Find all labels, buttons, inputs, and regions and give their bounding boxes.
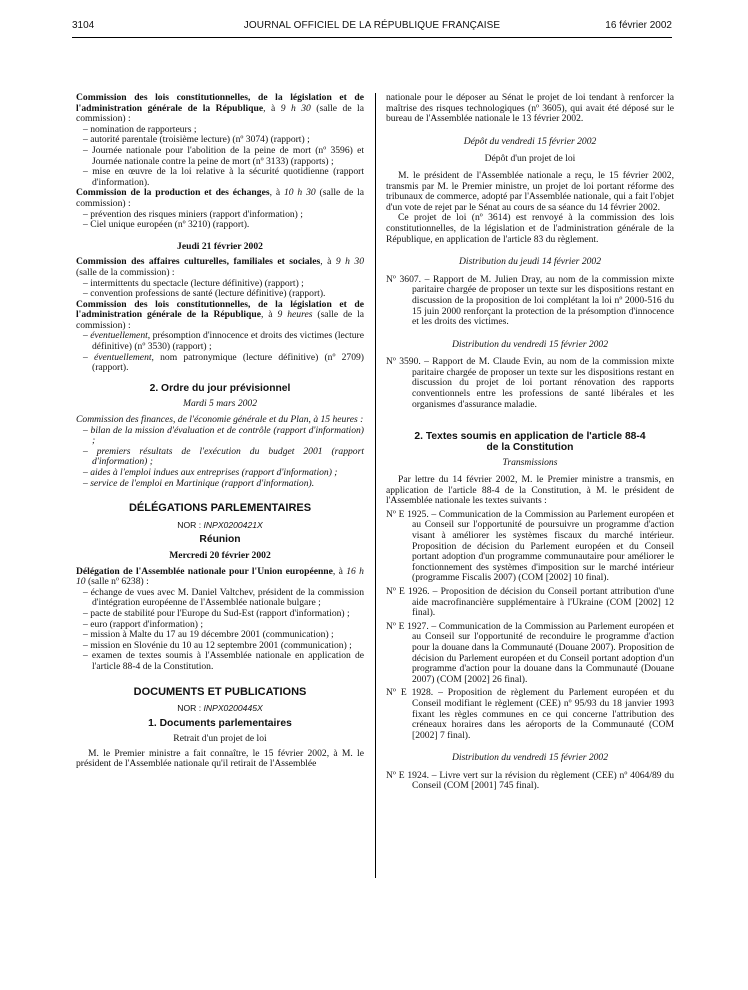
- section-title-delegations: DÉLÉGATIONS PARLEMENTAIRES: [128, 502, 312, 515]
- agenda-item: – échange de vues avec M. Daniel Valtchev, président de la commission d'intégration européenne de l'Assemblée nationale bulgare ;: [83, 586, 364, 609]
- commission-production-heading: Commission de la production et des échanges, à 10 h 30 (salle de la commission) :: [76, 187, 365, 209]
- agenda-item: – prévention des risques miniers (rapport d'information) ;: [83, 208, 303, 220]
- agenda-item: – Ciel unique européen (nº 3210) (rapport).: [83, 219, 250, 231]
- depot-heading: Dépôt du vendredi 15 février 2002: [463, 135, 597, 147]
- commission-lois-heading: Commission des lois constitutionnelles, de la législation et de l'administration générale de la République, à 9 h 30 (salle de la commission) :: [76, 92, 364, 125]
- agenda-item: – mission en Slovénie du 10 au 12 septembre 2001 (communication) ;: [83, 639, 352, 651]
- agenda-item: – bilan de la mission d'évaluation et de contrôle (rapport d'information) ;: [83, 424, 364, 447]
- retrait-heading: Retrait d'un projet de loi: [173, 733, 267, 745]
- header-rule: [72, 37, 672, 38]
- agenda-item: – intermittents du spectacle (lecture définitive) (rapport) ;: [83, 277, 304, 289]
- nor-reference: NOR : INPX0200421X: [177, 519, 263, 530]
- section-title-textes: 2. Textes soumis en application de l'article 88-4: [414, 431, 646, 443]
- reunion-heading: Réunion: [199, 534, 241, 546]
- distribution-item: Nº 3607. – Rapport de M. Julien Dray, au nom de la commission mixte paritaire chargée de proposer un texte sur les dispositions restant en discussion de la proposition de loi complétant la loi nº 2000-516 du 15 juin 2000 renforçant la protection de la présomption d'innocence et les droits des victimes.: [386, 273, 674, 328]
- subsection-title: 1. Documents parlementaires: [148, 717, 292, 729]
- day-heading: Mercredi 20 février 2002: [169, 549, 271, 561]
- transmission-item: Nº E 1926. – Proposition de décision du Conseil portant attribution d'une aide macrofinancière supplémentaire à l'Ukraine (COM [2002] 12 final).: [386, 585, 674, 619]
- agenda-item: – éventuellement, présomption d'innocence et droits des victimes (lecture définitive) (nº 3530) (rapport) ;: [83, 330, 364, 353]
- agenda-item: – pacte de stabilité pour l'Europe du Sud-Est (rapport d'information) ;: [83, 607, 350, 619]
- section-title-textes-line2: de la Constitution: [486, 441, 574, 453]
- retrait-text: M. le Premier ministre a fait connaître, le 15 février 2002, à M. le président de l'Assemblée nationale qu'il retirait de l'Assemblée: [76, 747, 364, 770]
- commission-finances-heading: Commission des finances, de l'économie générale et du Plan, à 15 heures :: [76, 414, 364, 426]
- transmissions-intro: Par lettre du 14 février 2002, M. le Premier ministre a transmis, en application de l'article 88-4 de la Constitution, à M. le président de l'Assemblée nationale les textes suivants :: [386, 474, 674, 507]
- left-column: [76, 93, 364, 770]
- agenda-item: – service de l'emploi en Martinique (rapport d'information).: [83, 477, 315, 489]
- distribution-item: Nº 3590. – Rapport de M. Claude Evin, au nom de la commission mixte paritaire chargée de proposer un texte sur les dispositions restant en discussion du projet de loi portant rénovation des rapports conventionnels entre les professions de santé libérales et les organismes d'assurance maladie.: [386, 356, 674, 410]
- agenda-item: – autorité parentale (troisième lecture) (nº 3074) (rapport) ;: [83, 134, 310, 146]
- agenda-item: – examen de textes soumis à l'Assemblée nationale en application de l'article 88-4 de la Constitution.: [83, 650, 364, 672]
- agenda-item: – éventuellement, nom patronymique (lecture définitive) (nº 2709) (rapport).: [83, 351, 365, 374]
- agenda-item: – mission à Malte du 17 au 19 décembre 2001 (communication) ;: [83, 629, 334, 641]
- transmission-item: Nº E 1925. – Communication de la Commission au Parlement européen et au Conseil sur l'opportunité de poursuivre un programme d'action visant à améliorer les systèmes fiscaux du marché intérieur. Proposition de décision du Parlement européen et du Conseil portant adoption d'un programme communautaire pour améliorer le fonctionnement des systèmes d'imposition sur le marché intérieur (programme Fiscalis 2007) (COM [2002] 10 final).: [386, 508, 674, 584]
- commission-lois-heading-2: Commission des lois constitutionnelles, de la législation et de l'administration générale de la République, à 9 heures (salle de la commission) :: [76, 298, 364, 331]
- agenda-item: – convention professions de santé (lecture définitive) (rapport).: [83, 288, 326, 300]
- depot-subheading: Dépôt d'un projet de loi: [484, 153, 576, 165]
- section-title-documents: DOCUMENTS ET PUBLICATIONS: [133, 685, 307, 698]
- distribution-heading: Distribution du vendredi 15 février 2002: [451, 338, 609, 350]
- section-title-ordre-du-jour: 2. Ordre du jour prévisionnel: [149, 382, 291, 394]
- agenda-item: – mise en œuvre de la loi relative à la sécurité quotidienne (rapport d'information).: [83, 166, 364, 188]
- page-header: [72, 21, 672, 35]
- distribution-heading: Distribution du jeudi 14 février 2002: [458, 256, 602, 268]
- day-heading: Mardi 5 mars 2002: [183, 398, 257, 410]
- nor-reference: NOR : INPX0200445X: [177, 703, 263, 714]
- page-number: 3104: [72, 20, 95, 31]
- depot-paragraph: Ce projet de loi (nº 3614) est renvoyé à la commission des lois constitutionnelles, de la législation et de l'administration générale de la République, en application de l'article 83 du règlement.: [386, 212, 674, 245]
- distribution-heading: Distribution du vendredi 15 février 2002: [451, 752, 609, 764]
- depot-paragraph: M. le président de l'Assemblée nationale a reçu, le 15 février 2002, transmis par M. le Premier ministre, un projet de loi portant réforme des tribunaux de commerce, adopté par l'Assemblée nationale, qui a fait l'objet d'un vote de rejet par le Sénat au cours de sa séance du 14 février 2002.: [386, 169, 674, 213]
- delegation-heading: Délégation de l'Assemblée nationale pour l'Union européenne, à 16 h 10 (salle nº 6238) :: [76, 565, 364, 588]
- agenda-item: – euro (rapport d'information) ;: [83, 618, 204, 630]
- day-heading: Jeudi 21 février 2002: [177, 240, 263, 252]
- journal-title: JOURNAL OFFICIEL DE LA RÉPUBLIQUE FRANÇAISE: [243, 20, 501, 31]
- transmission-item: Nº E 1928. – Proposition de règlement du Parlement européen et du Conseil modifiant le règlement (CEE) nº 95/93 du 18 janvier 1993 fixant les règles communes en ce qui concerne l'attribution des créneaux horaires dans les aéroports de la Communauté (COM [2002] 7 final).: [386, 687, 674, 741]
- agenda-item: – Journée nationale pour l'abolition de la peine de mort (nº 3596) et Journée nationale contre la peine de mort (nº 3133) (rapports) ;: [83, 144, 364, 167]
- commission-culture-heading: Commission des affaires culturelles, familiales et sociales, à 9 h 30 (salle de la commission) :: [76, 256, 364, 278]
- right-column: [386, 93, 674, 792]
- distribution-item: Nº E 1924. – Livre vert sur la révision du règlement (CEE) nº 4064/89 du Conseil (COM [2001] 745 final).: [386, 769, 674, 792]
- transmission-item: Nº E 1927. – Communication de la Commission au Parlement européen et au Conseil sur l'opportunité de reconduire le programme d'action pour la douane dans la Communauté (Douane 2007). Proposition de décision du Parlement européen et du Conseil portant adoption d'un programme d'action pour la douane dans la Communauté (Douane 2007) (COM [2002] 26 final).: [386, 620, 674, 685]
- retrait-text-continued: nationale pour le déposer au Sénat le projet de loi tendant à renforcer la maîtrise des risques technologiques (nº 3605), qui avait été déposé sur le bureau de l'Assemblée nationale le 13 février 2002.: [386, 92, 674, 125]
- transmissions-heading: Transmissions: [502, 457, 558, 469]
- column-divider: [375, 93, 376, 878]
- issue-date: 16 février 2002: [605, 20, 672, 31]
- agenda-item: – premiers résultats de l'exécution du budget 2001 (rapport d'information) ;: [83, 445, 364, 468]
- agenda-item: – aides à l'emploi indues aux entreprises (rapport d'information) ;: [83, 467, 338, 478]
- agenda-item: – nomination de rapporteurs ;: [83, 123, 197, 135]
